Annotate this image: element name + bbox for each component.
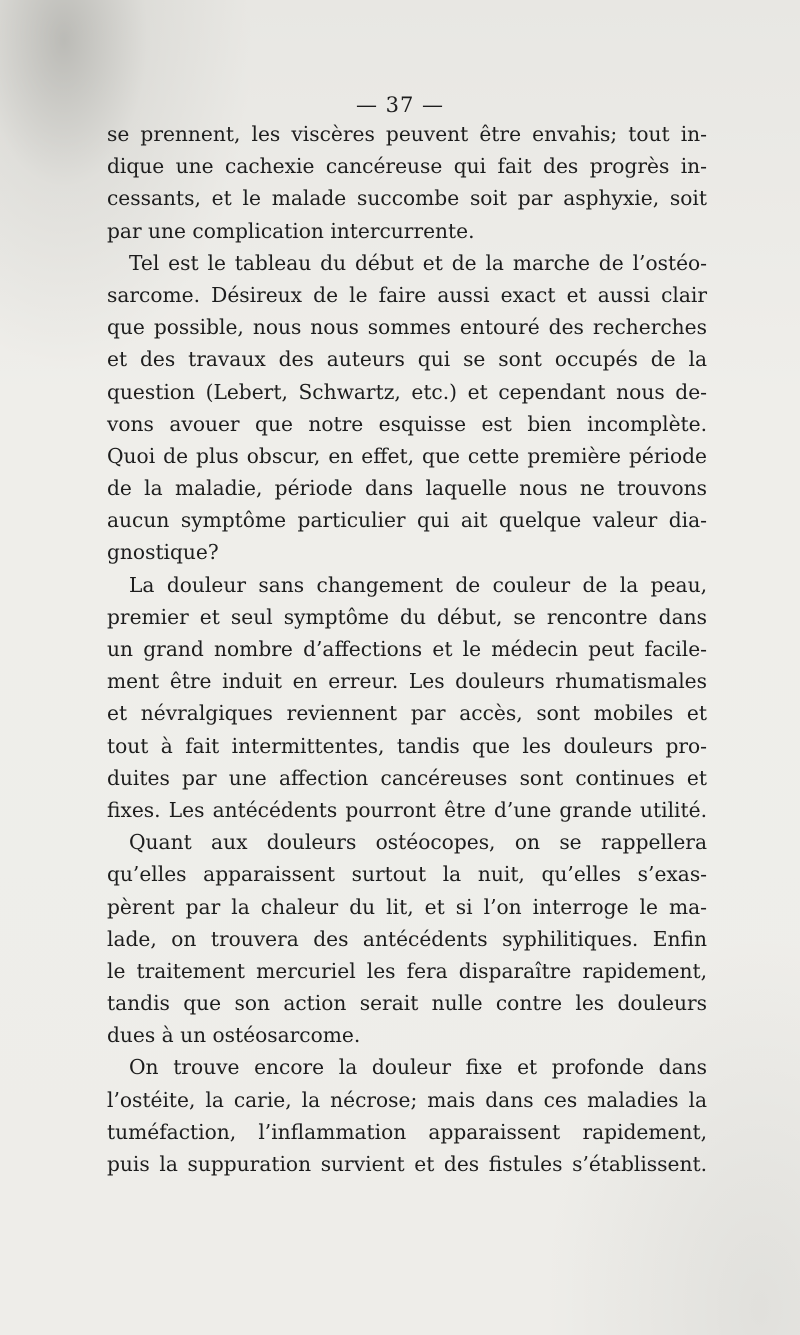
text-line: vons avouer que notre esquisse est bien incomplète.: [107, 411, 707, 436]
text-line: tuméfaction, l’inflammation apparaissent rapidement,: [107, 1119, 707, 1144]
text-line: cessants, et le malade succombe soit par asphyxie, soit: [107, 186, 707, 211]
text-line: tandis que son action serait nulle contre les douleurs: [107, 991, 707, 1016]
text-line: puis la suppuration survient et des fistules s’établissent.: [107, 1152, 707, 1176]
text-line: Tel est le tableau du début et de la marche de l’ostéo-: [129, 250, 707, 275]
text-line: l’ostéite, la carie, la nécrose; mais dans ces maladies la: [107, 1087, 707, 1112]
text-line: gnostique?: [107, 540, 219, 565]
text-line: La douleur sans changement de couleur de la peau,: [129, 572, 707, 597]
text-line: et névralgiques reviennent par accès, sont mobiles et: [107, 701, 707, 726]
page-number: — 37 —: [355, 93, 445, 117]
text-line: tout à fait intermittentes, tandis que les douleurs pro-: [107, 733, 707, 758]
text-line: lade, on trouvera des antécédents syphilitiques. Enfin: [107, 926, 707, 951]
text-line: Quoi de plus obscur, en effet, que cette première période: [107, 443, 707, 468]
text-line: fixes. Les antécédents pourront être d’une grande utilité.: [107, 797, 707, 822]
text-line: premier et seul symptôme du début, se rencontre dans: [107, 604, 707, 629]
text-line: On trouve encore la douleur fixe et profonde dans: [129, 1055, 707, 1080]
text-line: le traitement mercuriel les fera disparaître rapidement,: [107, 958, 707, 983]
text-line: duites par une affection cancéreuses sont continues et: [107, 765, 707, 790]
text-line: de la maladie, période dans laquelle nous ne trouvons: [107, 476, 707, 501]
text-line: se prennent, les viscères peuvent être envahis; tout in-: [107, 122, 707, 146]
text-line: qu’elles apparaissent surtout la nuit, qu’elles s’exas-: [107, 862, 707, 887]
text-line: aucun symptôme particulier qui ait quelque valeur dia-: [107, 508, 707, 533]
text-line: dique une cachexie cancéreuse qui fait des progrès in-: [107, 154, 707, 179]
text-line: par une complication intercurrente.: [107, 218, 475, 243]
text-line: sarcome. Désireux de le faire aussi exact et aussi clair: [107, 282, 707, 307]
text-line: et des travaux des auteurs qui se sont occupés de la: [107, 347, 707, 372]
text-line: question (Lebert, Schwartz, etc.) et cependant nous de-: [107, 379, 707, 404]
text-line: ment être induit en erreur. Les douleurs rhumatismales: [107, 669, 707, 694]
text-line: que possible, nous nous sommes entouré des recherches: [107, 315, 707, 340]
text-line: pèrent par la chaleur du lit, et si l’on interroge le ma-: [107, 894, 707, 919]
text-line: dues à un ostéosarcome.: [107, 1023, 361, 1048]
text-line: un grand nombre d’affections et le médecin peut facile-: [107, 637, 707, 661]
text-line: Quant aux douleurs ostéocopes, on se rappellera: [129, 830, 707, 855]
body-text: [107, 118, 707, 1180]
